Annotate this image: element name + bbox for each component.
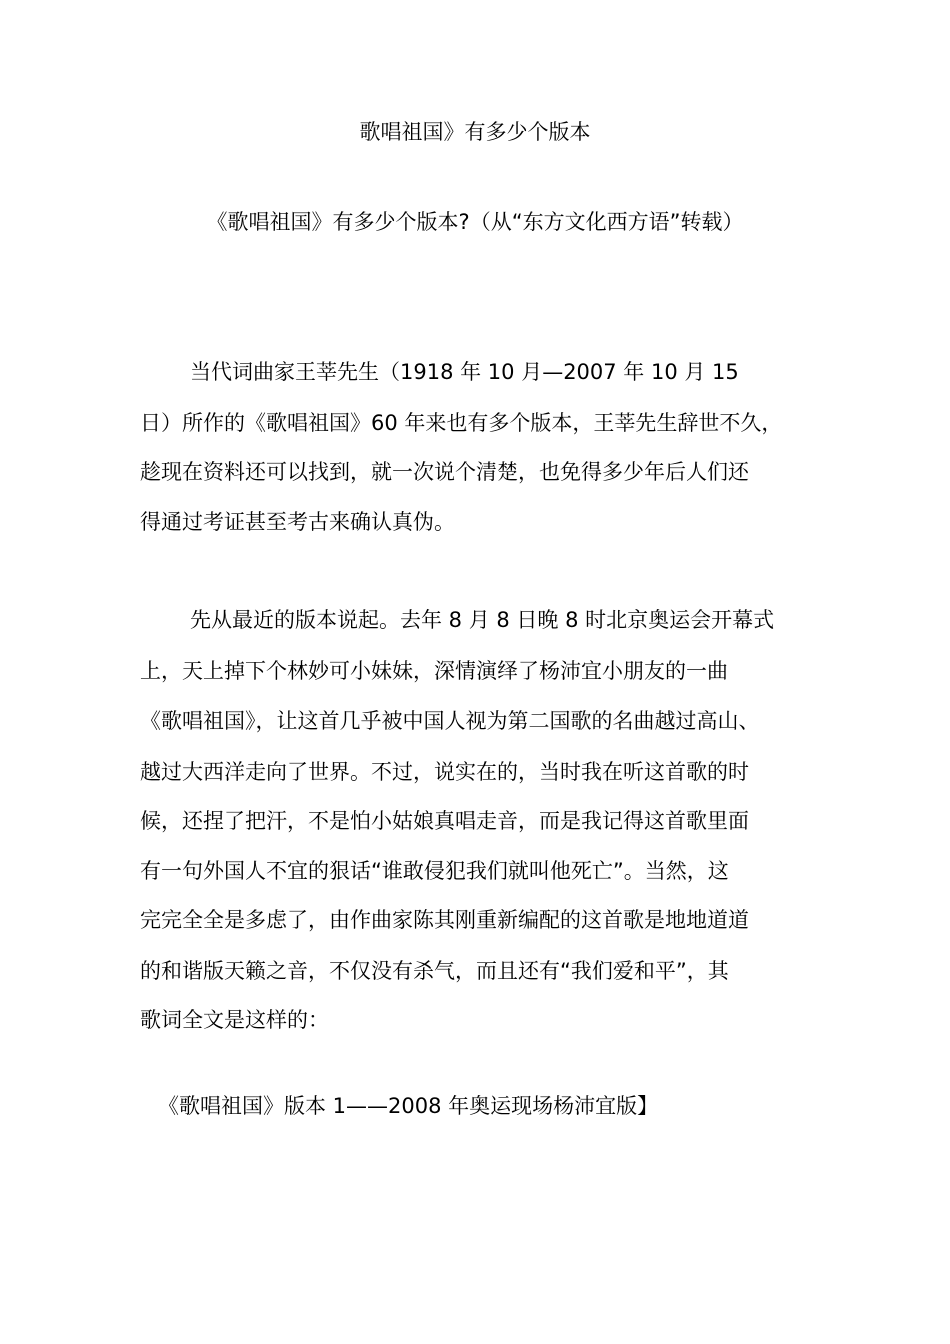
paragraph-line: 完完全全是多虑了，由作曲家陈其刚重新编配的这首歌是地地道道 xyxy=(140,908,749,932)
paragraph-line: 上，天上掉下个林妙可小妹妹，深情演绎了杨沛宜小朋友的一曲 xyxy=(140,659,728,683)
paragraph-line: 有一句外国人不宜的狠话“谁敢侵犯我们就叫他死亡”。当然，这 xyxy=(140,859,729,883)
paragraph-line: 越过大西洋走向了世界。不过，说实在的，当时我在听这首歌的时 xyxy=(140,760,749,784)
paragraph-line: 趁现在资料还可以找到，就一次说个清楚，也免得多少年后人们还 xyxy=(140,460,749,484)
paragraph-line: 《歌唱祖国》，让这首几乎被中国人视为第二国歌的名曲越过高山、 xyxy=(140,709,760,733)
paragraph-line: 歌词全文是这样的： xyxy=(140,1008,329,1032)
document-subtitle: 《歌唱祖国》有多少个版本?（从“东方文化西方语”转载） xyxy=(206,210,744,234)
paragraph-line: 日）所作的《歌唱祖国》60 年来也有多个版本，王莘先生辞世不久， xyxy=(140,411,783,435)
paragraph-line: 得通过考证甚至考古来确认真伪。 xyxy=(140,510,455,534)
paragraph-line: 先从最近的版本说起。去年 8 月 8 日晚 8 时北京奥运会开幕式 xyxy=(190,608,775,632)
paragraph-line: 候，还捏了把汗，不是怕小姑娘真唱走音，而是我记得这首歌里面 xyxy=(140,809,749,833)
version-heading: 《歌唱祖国》版本 1——2008 年奥运现场杨沛宜版】 xyxy=(158,1094,659,1118)
document-title: 歌唱祖国》有多少个版本 xyxy=(359,120,591,144)
paragraph-line: 的和谐版天籁之音，不仅没有杀气，而且还有“我们爱和平”，其 xyxy=(140,959,729,983)
paragraph-line: 当代词曲家王莘先生（1918 年 10 月—2007 年 10 月 15 xyxy=(190,360,739,384)
